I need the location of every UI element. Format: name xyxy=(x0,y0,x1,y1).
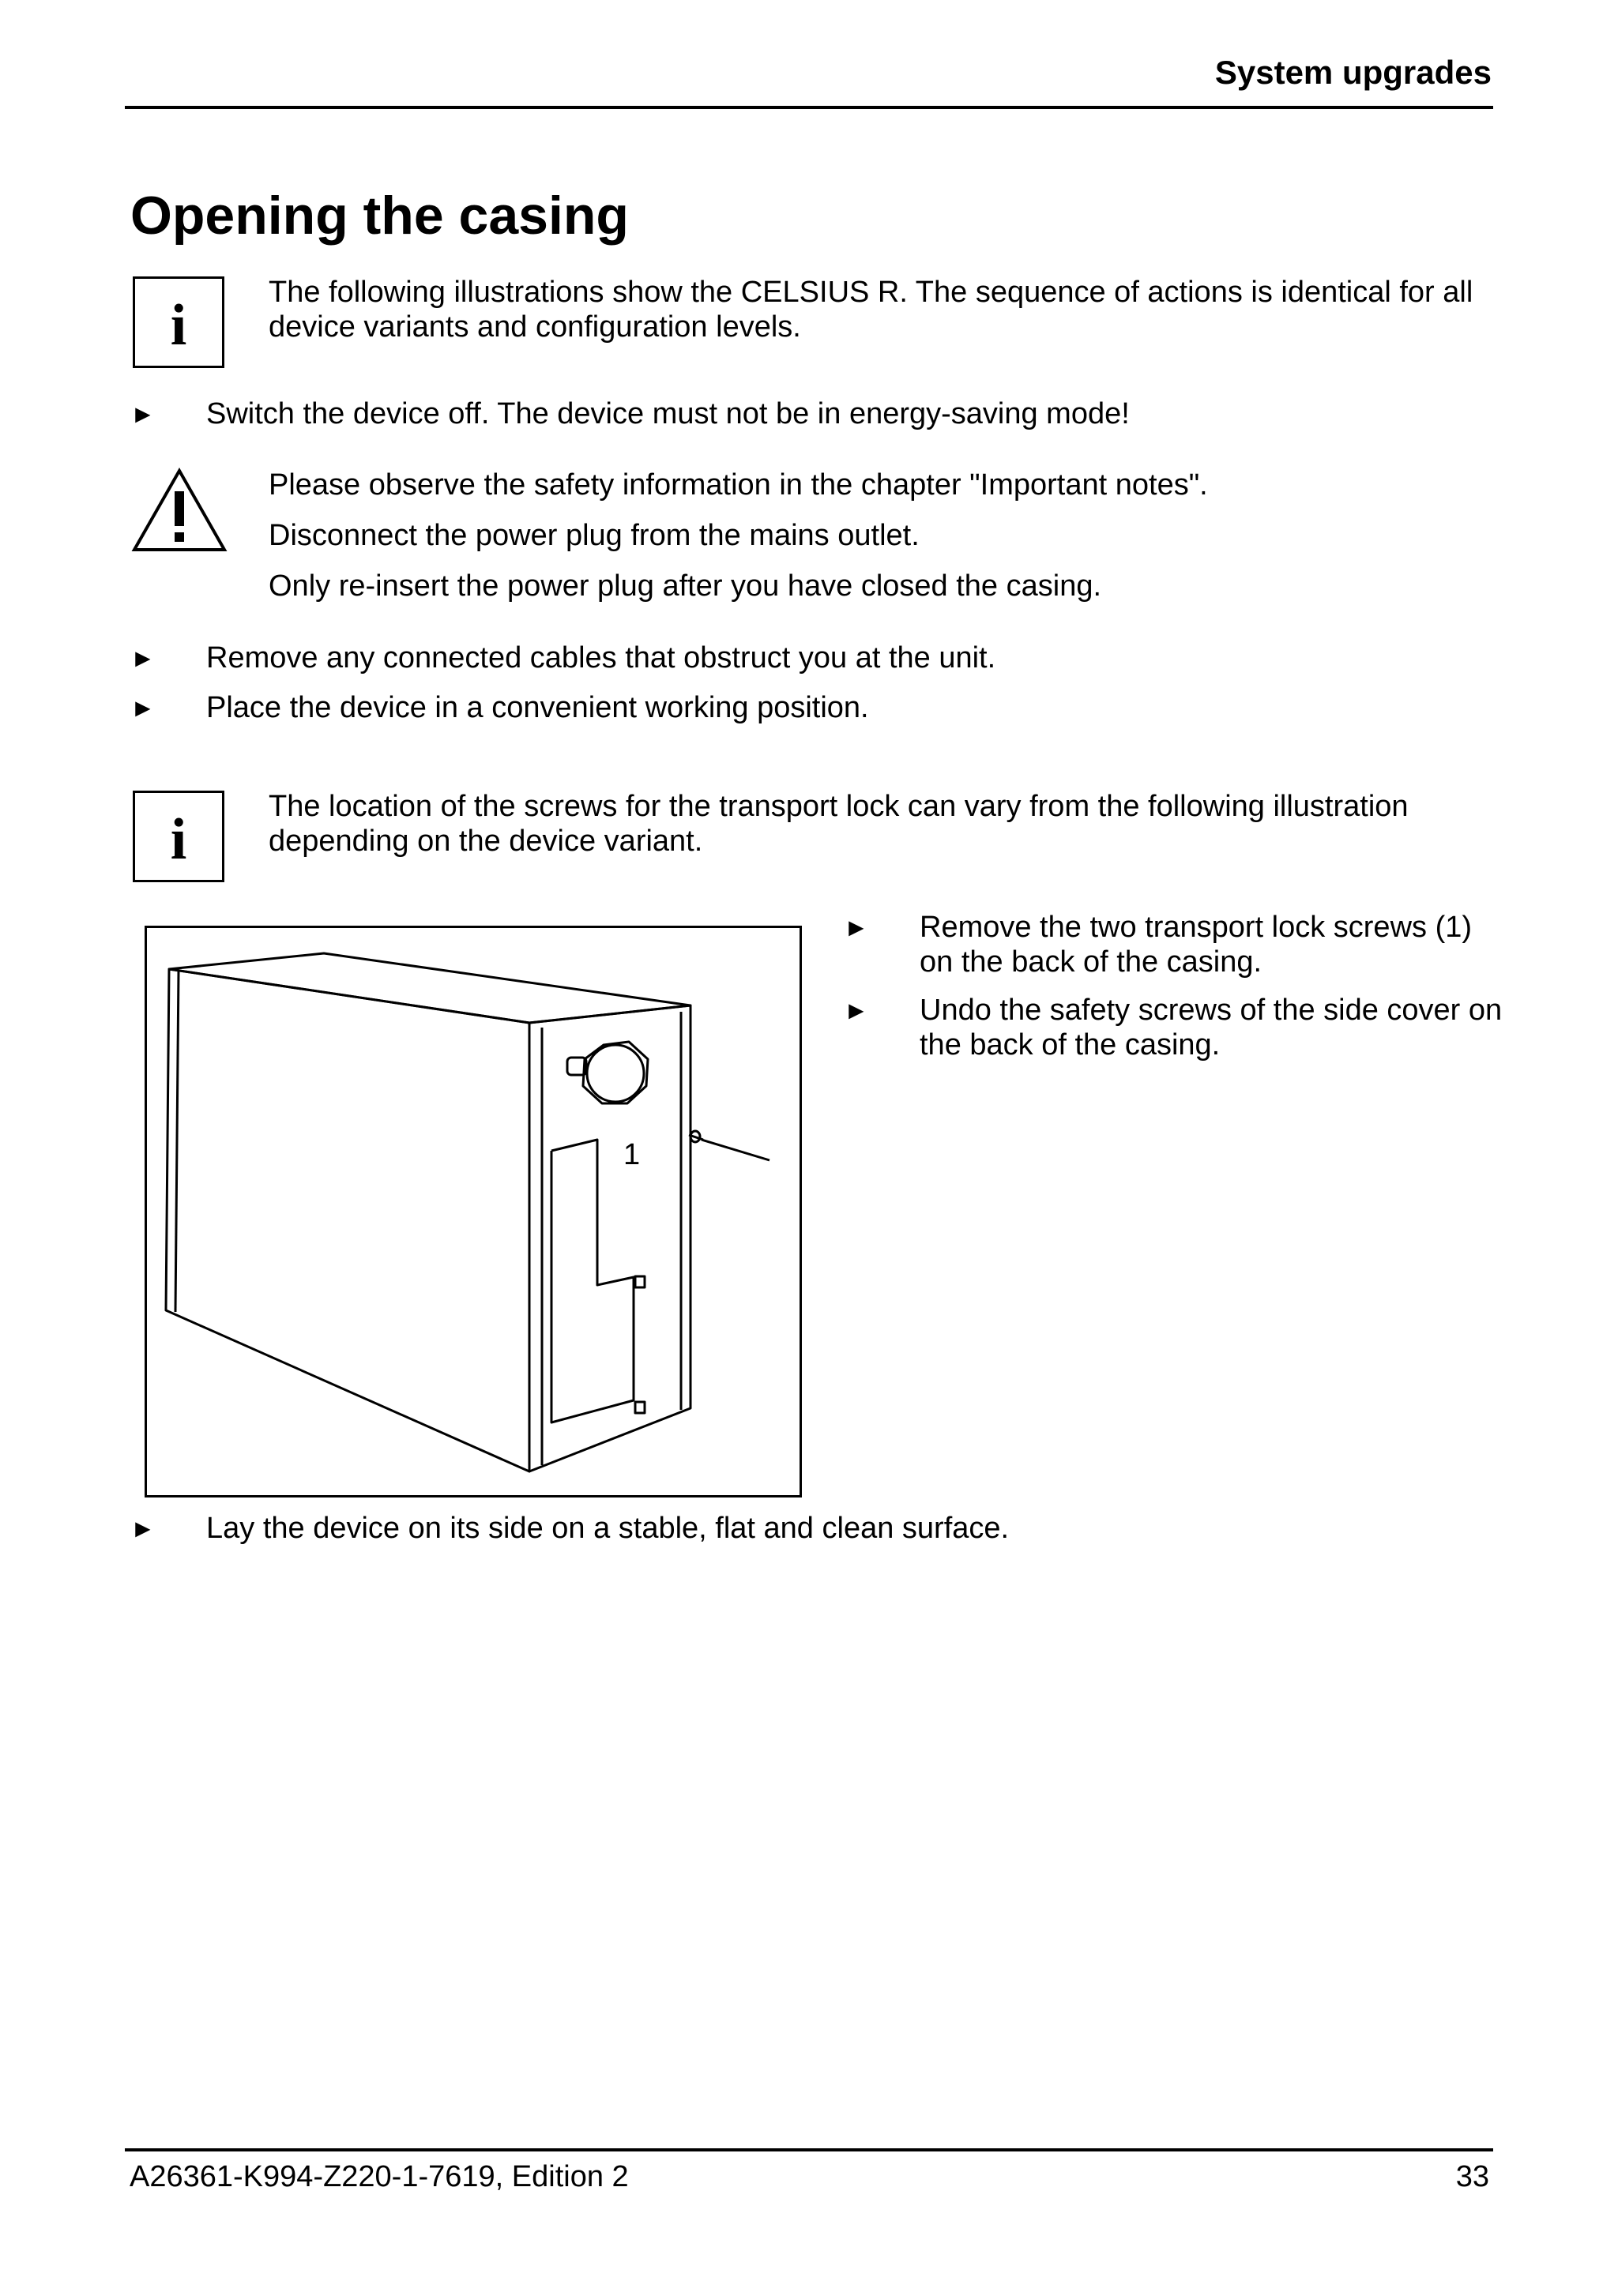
step-text: Lay the device on its side on a stable, flat and clean surface. xyxy=(206,1512,1010,1545)
info-note-text: The location of the screws for the transport lock can vary from the following illustration depending on the device variant. xyxy=(269,790,1409,858)
step-text: Switch the device off. The device must not be in energy-saving mode! xyxy=(206,397,1130,430)
bullet-arrow-icon: ► xyxy=(130,693,156,722)
figure-step-text: Undo the safety screws of the side cover on the back of the casing. xyxy=(920,994,1503,1062)
warning-line: Disconnect the power plug from the mains outlet. xyxy=(269,519,920,552)
bullet-arrow-icon: ► xyxy=(130,644,156,672)
warning-line: Only re-insert the power plug after you have closed the casing. xyxy=(269,569,1102,603)
page-number: 33 xyxy=(1455,2160,1489,2193)
page-title: Opening the casing xyxy=(130,186,629,246)
step-text: Place the device in a convenient working position. xyxy=(206,691,869,724)
bullet-arrow-icon: ► xyxy=(130,1514,156,1543)
warning-triangle-icon xyxy=(131,468,228,553)
document-id: A26361-K994-Z220-1-7619, Edition 2 xyxy=(130,2160,629,2193)
info-icon: i xyxy=(133,791,224,882)
header-rule xyxy=(125,106,1493,109)
info-note-text: The following illustrations show the CELSIUS R. The sequence of actions is identical for all device variants and configuration levels. xyxy=(269,276,1473,344)
bullet-arrow-icon: ► xyxy=(844,996,869,1024)
pc-tower-drawing xyxy=(147,928,800,1495)
figure-step-text: Remove the two transport lock screws (1) on the back of the casing. xyxy=(920,911,1473,979)
warning-line: Please observe the safety information in the chapter "Important notes". xyxy=(269,468,1208,502)
figure-callout-label: 1 xyxy=(623,1138,641,1171)
bullet-arrow-icon: ► xyxy=(844,913,869,941)
bullet-arrow-icon: ► xyxy=(130,400,156,428)
step-text: Remove any connected cables that obstruct you at the unit. xyxy=(206,641,996,675)
casing-illustration xyxy=(145,926,802,1497)
section-header: System upgrades xyxy=(1214,54,1492,91)
footer-rule xyxy=(125,2148,1493,2151)
info-icon: i xyxy=(133,276,224,368)
